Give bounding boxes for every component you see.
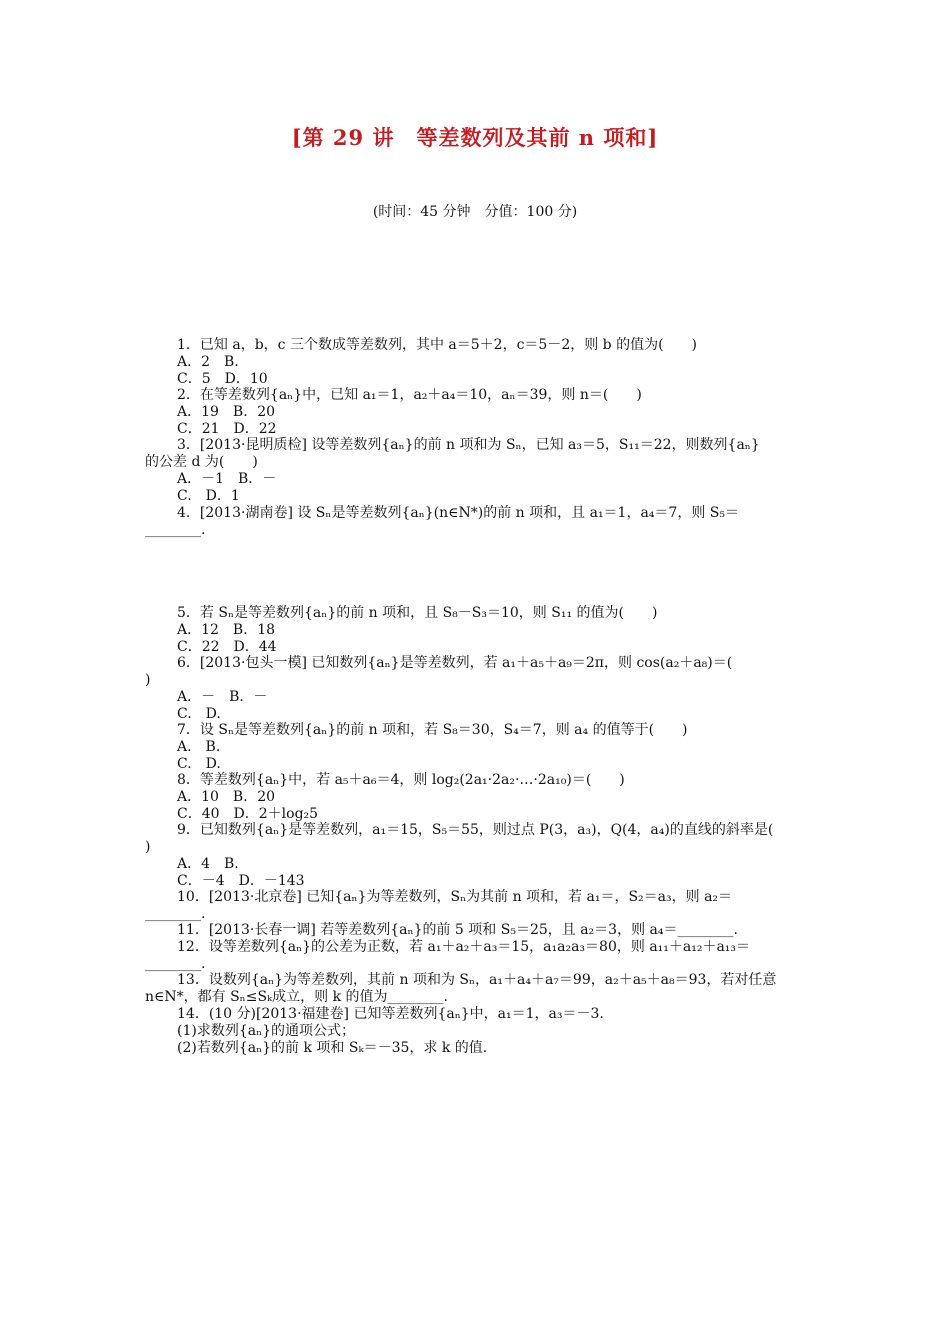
question-1: 1．已知 a，b，c 三个数成等差数列，其中 a＝5＋2，c＝5－2，则 b 的值为( ) bbox=[177, 337, 698, 353]
question-5-options-cd: C．22 D．44 bbox=[177, 639, 277, 655]
question-8: 8．等差数列{aₙ}中，若 a₅＋a₆＝4，则 log₂(2a₁·2a₂·…·2a₁₀)＝( ) bbox=[177, 772, 625, 788]
exam-meta: (时间：45 分钟 分值：100 分) bbox=[372, 204, 578, 220]
question-6: 6．[2013·包头一模] 已知数列{aₙ}是等差数列，若 a₁＋a₅＋a₉＝2π，则 cos(a₂＋a₈)＝( bbox=[177, 655, 733, 671]
question-3-options-cd: C. D．1 bbox=[177, 488, 240, 504]
question-13: 13．设数列{aₙ}为等差数列，其前 n 项和为 Sₙ，a₁＋a₄＋a₇＝99，a₂＋a₅＋a₈＝93，若对任意 bbox=[177, 972, 777, 988]
question-5: 5．若 Sₙ是等差数列{aₙ}的前 n 项和，且 S₈－S₃＝10，则 S₁₁ 的值为( ) bbox=[177, 605, 658, 621]
question-9-options-cd: C．－4 D．－143 bbox=[177, 873, 305, 889]
question-2-options-ab: A．19 B．20 bbox=[177, 404, 276, 420]
question-14: 14．(10 分)[2013·福建卷] 已知等差数列{aₙ}中，a₁＝1，a₃＝－3. bbox=[177, 1006, 604, 1022]
question-14-part-2: (2)若数列{aₙ}的前 k 项和 Sₖ＝－35，求 k 的值. bbox=[177, 1040, 488, 1056]
question-3-options-ab: A．－1 B．－ bbox=[177, 471, 277, 487]
question-7: 7．设 Sₙ是等差数列{aₙ}的前 n 项和，若 S₈＝30，S₄＝7，则 a₄ 的值等于( ) bbox=[177, 722, 688, 738]
question-9: 9．已知数列{aₙ}是等差数列，a₁＝15，S₅＝55，则过点 P(3，a₃)，Q(4，a₄)的直线的斜率是( bbox=[177, 822, 774, 838]
question-3: 3．[2013·昆明质检] 设等差数列{aₙ}的前 n 项和为 Sₙ，已知 a₃＝5，S₁₁＝22，则数列{aₙ} bbox=[177, 437, 760, 453]
question-14-part-1: (1)求数列{aₙ}的通项公式； bbox=[177, 1023, 356, 1039]
question-1-options-ab: A．2 B. bbox=[177, 354, 239, 370]
question-12-continuation: ________. bbox=[145, 956, 206, 972]
question-6-options-ab: A．－ B．－ bbox=[177, 689, 268, 705]
question-9-continuation: ) bbox=[145, 839, 151, 855]
question-6-continuation: ) bbox=[145, 672, 151, 688]
question-3-continuation: 的公差 d 为( ) bbox=[145, 454, 258, 470]
question-13-continuation: n∈N*，都有 Sₙ≤Sₖ成立，则 k 的值为________. bbox=[145, 989, 448, 1005]
question-11: 11．[2013·长春一调] 若等差数列{aₙ}的前 5 项和 S₅＝25，且 a₂＝3，则 a₄＝________. bbox=[177, 922, 738, 938]
question-9-options-ab: A．4 B. bbox=[177, 856, 239, 872]
question-6-options-cd: C. D. bbox=[177, 706, 221, 722]
question-7-options-ab: A. B. bbox=[177, 739, 221, 755]
question-4-continuation: ________. bbox=[145, 522, 206, 538]
page-title: [第 29 讲 等差数列及其前 n 项和] bbox=[291, 125, 659, 150]
question-8-options-ab: A．10 B．20 bbox=[177, 789, 276, 805]
question-4: 4．[2013·湖南卷] 设 Sₙ是等差数列{aₙ}(n∈N*)的前 n 项和，且 a₁＝1，a₄＝7，则 S₅＝ bbox=[177, 505, 739, 521]
question-1-options-cd: C．5 D．10 bbox=[177, 371, 268, 387]
question-2-options-cd: C．21 D．22 bbox=[177, 421, 277, 437]
question-7-options-cd: C. D. bbox=[177, 756, 221, 772]
question-10-continuation: ________. bbox=[145, 906, 206, 922]
question-5-options-ab: A．12 B．18 bbox=[177, 622, 276, 638]
question-10: 10．[2013·北京卷] 已知{aₙ}为等差数列，Sₙ为其前 n 项和，若 a₁＝，S₂＝a₃，则 a₂＝ bbox=[177, 889, 733, 905]
question-12: 12．设等差数列{aₙ}的公差为正数，若 a₁＋a₂＋a₃＝15，a₁a₂a₃＝80，则 a₁₁＋a₁₂＋a₁₃＝ bbox=[177, 939, 751, 955]
question-2: 2．在等差数列{aₙ}中，已知 a₁＝1，a₂＋a₄＝10，aₙ＝39，则 n＝( ) bbox=[177, 387, 642, 403]
question-8-options-cd: C．40 D．2＋log₂5 bbox=[177, 806, 319, 822]
